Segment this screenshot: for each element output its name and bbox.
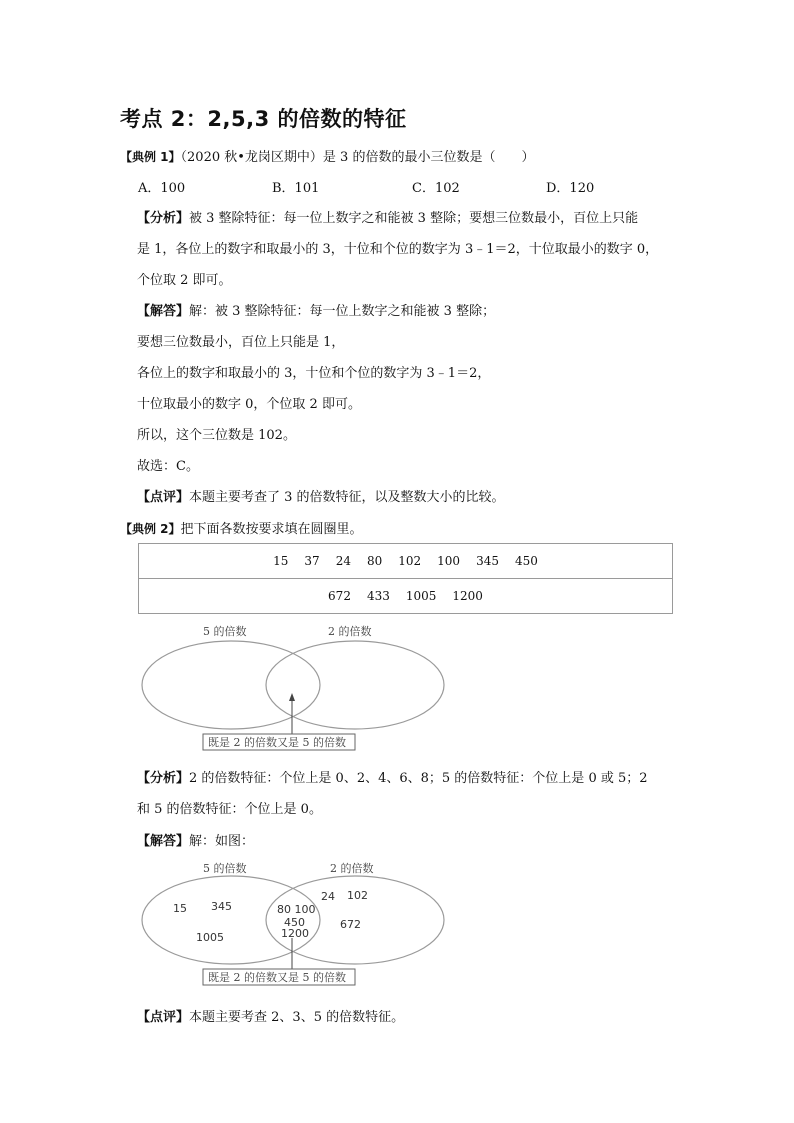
example2-analysis-line2: 和 5 的倍数特征：个位上是 0。 [137,802,322,817]
venn-number: 80 100 [277,903,316,916]
example2-answer-line [137,830,254,849]
number-item: 345 [476,554,499,568]
example1-answer-line6: 故选：C。 [137,459,199,474]
venn-box-label: 既是 2 的倍数又是 5 的倍数 [208,971,346,984]
example1-answer-line4: 十位取最小的数字 0，个位取 2 即可。 [137,397,361,412]
section-title: 考点 2：2,5,3 的倍数的特征 [120,107,407,131]
arrow-up-icon [289,693,295,701]
answer-text: 解：如图： [189,834,255,849]
number-item: 672 [328,589,351,603]
number-item: 450 [514,554,538,568]
venn-number: 1005 [196,931,224,944]
comment-text: 本题主要考查了 3 的倍数特征，以及整数大小的比较。 [189,490,505,505]
number-item: 15 [273,554,289,568]
number-item: 37 [304,554,320,568]
number-item: 24 [335,554,351,568]
venn-number: 672 [340,918,361,931]
comment-tag: 【点评】 [137,490,190,505]
option-c: C．102 [412,181,460,196]
comment-text: 本题主要考查 2、3、5 的倍数特征。 [189,1010,405,1025]
venn-left-label: 5 的倍数 [203,862,247,875]
answer-text: 解：被 3 整除特征：每一位上数字之和能被 3 整除； [189,304,496,319]
number-item: 100 [437,554,461,568]
venn-right-label: 2 的倍数 [328,625,372,638]
analysis-tag: 【分析】 [137,771,190,786]
venn-left-label: 5 的倍数 [203,625,247,638]
example1-answer-line2: 要想三位数最小，百位上只能是 1， [137,335,345,350]
venn-box-label: 既是 2 的倍数又是 5 的倍数 [208,736,346,749]
example2-tag: 【典例 2】 [120,522,181,536]
number-item: 1005 [405,589,437,603]
option-a: A．100 [138,181,186,196]
analysis-text: 2 的倍数特征：个位上是 0、2、4、6、8；5 的倍数特征：个位上是 0 或 5；2 [189,771,648,786]
venn-number: 345 [211,900,232,913]
venn-number: 450 [284,916,305,929]
example1-tag: 【典例 1】 [120,150,181,164]
answer-tag: 【解答】 [137,834,190,849]
example1-analysis-line2: 是 1，各位上的数字和取最小的 3，十位和个位的数字为 3﹣1＝2，十位取最小的数字 0， [137,242,659,257]
number-item: 1200 [452,589,483,603]
option-b: B．101 [272,181,320,196]
example1-answer-line3: 各位上的数字和取最小的 3，十位和个位的数字为 3﹣1＝2， [137,366,491,381]
comment-tag: 【点评】 [137,1010,190,1025]
analysis-tag: 【分析】 [137,211,190,226]
venn-empty [142,624,444,750]
example2-question: 把下面各数按要求填在圆圈里。 [180,522,363,537]
example1-analysis-line3: 个位取 2 即可。 [137,273,232,288]
venn-right-label: 2 的倍数 [330,862,374,875]
number-item: 102 [398,554,422,568]
venn-number: 102 [347,889,368,902]
answer-tag: 【解答】 [137,304,190,319]
venn-right-circle [266,641,444,729]
venn-left-circle [142,641,320,729]
example2-analysis-line1 [137,767,648,786]
example1-answer-line5: 所以，这个三位数是 102。 [137,428,296,443]
venn-filled [142,861,444,985]
venn-number: 1200 [281,927,309,940]
example1-question: （2020 秋•龙岗区期中）是 3 的倍数的最小三位数是（ ） [180,150,535,165]
option-d: D．120 [546,181,595,196]
number-item: 433 [366,589,390,603]
example2-comment-line [137,1006,404,1025]
number-item: 80 [366,554,383,568]
venn-number: 15 [173,902,187,915]
venn-number: 24 [321,890,335,903]
analysis-text: 被 3 整除特征：每一位上数字之和能被 3 整除；要想三位数最小，百位上只能 [189,211,639,226]
